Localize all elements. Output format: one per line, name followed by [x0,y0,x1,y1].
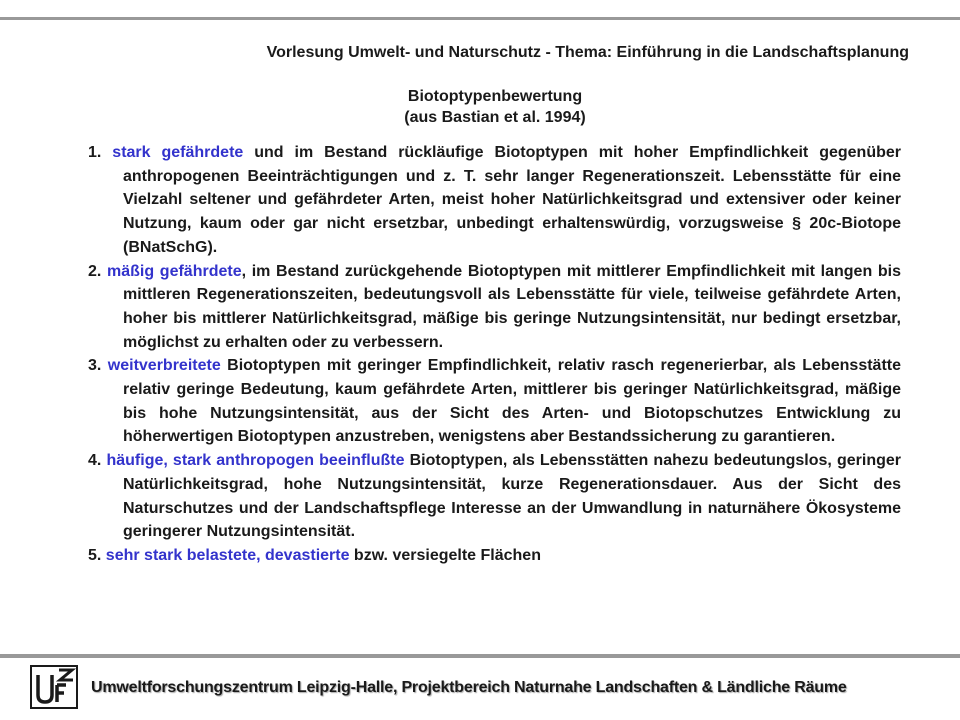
item-number: 1. [88,144,102,161]
document-title [0,86,960,128]
ufz-logo [30,665,78,709]
item-text: und im Bestand rückläufige Biotoptypen mit hoher Empfindlichkeit gegenüber anthropogenen Beeinträchtigungen und z. T. sehr langer Regenerationszeit. Lebensstätte für eine Vielzahl seltener und gefährdeter Arten, meist hoher Natürlichkeitsgrad und extensiver oder keiner Nutzung, kaum oder gar nicht ersetzbar, unbedingt erhaltenswürdig, vorzugsweise § 20c-Biotope (BNatSchG). [123,144,901,256]
item-number: 2. [88,262,102,280]
item-text: bzw. versiegelte Flächen [349,546,541,564]
document-title-line2: (aus Bastian et al. 1994) [404,109,586,126]
list-item [88,544,901,568]
lecture-header-title: Vorlesung Umwelt- und Naturschutz - Thema: Einführung in die Landschaftsplanung [266,44,909,61]
item-highlight: stark gefährdete [112,144,244,161]
list-item [88,260,901,355]
item-text: , im Bestand zurückgehende Biotoptypen mit mittlerer Empfindlichkeit mit langen bis mittleren Regenerationszeiten, bedeutungsvoll als Lebensstätte für viele, teilweise gefährdete Arten, hoher bis mittlerer Natürlichkeitsgrad, mäßige bis geringe Nutzungsintensität, nur bedingt ersetzbar, möglichst zu erhalten oder zu verbessern. [123,262,902,351]
list-item [88,449,901,544]
item-highlight: weitverbreitete [107,357,221,375]
item-highlight: sehr stark belastete, devastierte [105,546,350,564]
classification-list [88,141,901,568]
item-highlight: mäßig gefährdete [107,262,242,280]
item-number: 4. [88,452,102,470]
item-highlight: häufige, stark anthropogen beeinflußte [106,452,405,470]
document-title-line1: Biotoptypenbewertung [407,88,583,105]
top-divider [0,17,960,20]
list-item [88,354,901,449]
list-item [88,141,901,260]
item-text: Biotoptypen mit geringer Empfindlichkeit, relativ rasch regenerierbar, als Lebensstätte relativ geringe Bedeutung, kaum gefährdete Arten, mittlerer bis geringer Natürlichkeitsgrad, mäßige bis hohe Nutzungsintensität, aus der Sicht des Arten- und Biotopschutzes Entwicklung zu höherwertigen Biotoptypen anzustreben, wenigstens aber Bestandssicherung zu garantieren. [123,357,901,446]
bottom-divider [0,654,960,658]
item-number: 5. [88,546,102,564]
item-text: Biotoptypen, als Lebensstätten nahezu bedeutungslos, geringer Natürlichkeitsgrad, hohe Nutzungsintensität, kurze Regenerationsdauer. Aus der Sicht des Naturschutzes und der Landschaftspflege Interesse an der Umwandlung in naturnähere Ökosysteme geringerer Nutzungsintensität. [123,452,902,541]
footer-institution: Umweltforschungszentrum Leipzig-Halle, Projektbereich Naturnahe Landschaften & Ländliche Räume [91,679,847,696]
item-number: 3. [88,357,102,375]
